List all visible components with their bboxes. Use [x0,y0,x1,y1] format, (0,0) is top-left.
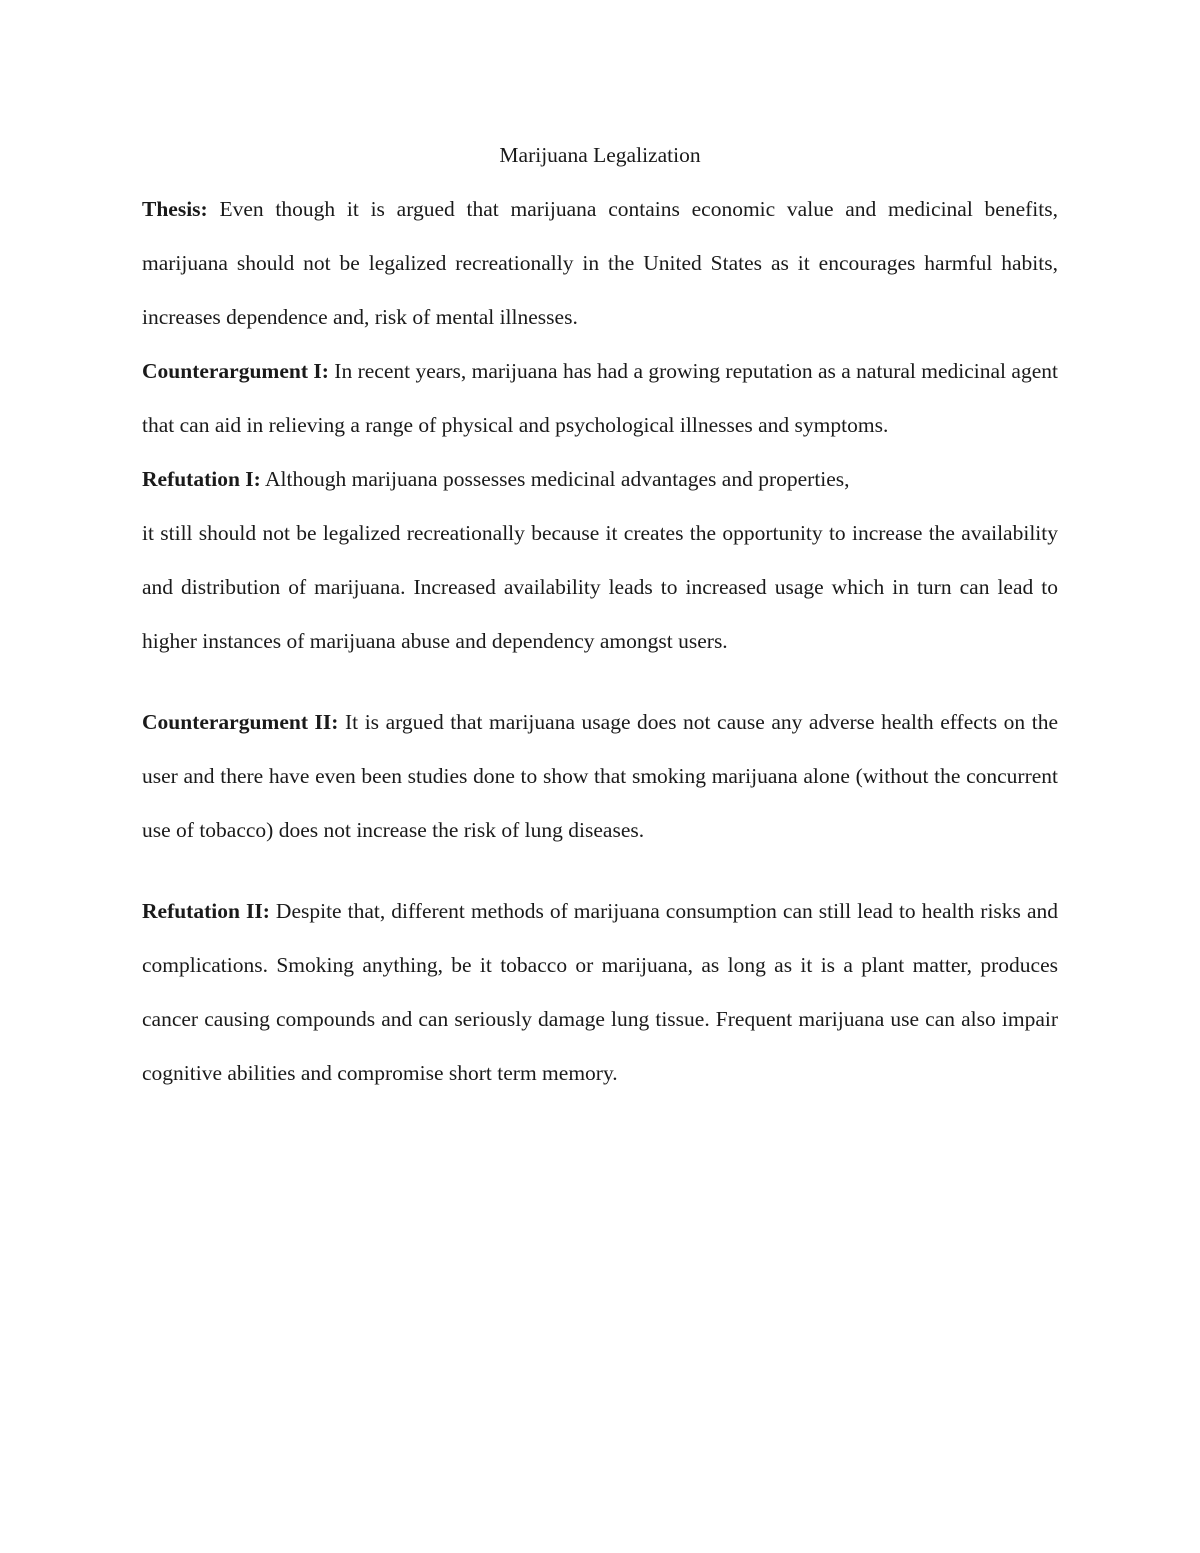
counterargument-1-label: Counterargument I: [142,359,329,383]
paragraph-gap [142,857,1058,884]
thesis-paragraph [142,182,1058,344]
counterargument-2-label: Counterargument II: [142,710,339,734]
document-title: Marijuana Legalization [499,143,701,167]
refutation-2-paragraph [142,884,1058,1100]
paragraph-gap [142,668,1058,695]
refutation-2-text: Despite that, different methods of marijuana consumption can still lead to health risks and complications. Smoking anything, be it tobacco or marijuana, as long as it is a plant matter, produces cancer causing compounds and can seriously damage lung tissue. Frequent marijuana use can also impair cognitive abilities and compromise short term memory. [142,899,1058,1085]
refutation-1-continuation: it still should not be legalized recreationally because it creates the opportunity to increase the availability and distribution of marijuana. Increased availability leads to increased usage which in turn can lead to higher instances of marijuana abuse and dependency amongst users. [142,521,1058,653]
refutation-1-label: Refutation I: [142,467,261,491]
thesis-label: Thesis: [142,197,208,221]
document-body [142,128,1058,1100]
counterargument-1-text: In recent years, marijuana has had a growing reputation as a natural medicinal agent that can aid in relieving a range of physical and psychological illnesses and symptoms. [142,359,1058,437]
counterargument-2-text: It is argued that marijuana usage does not cause any adverse health effects on the user and there have even been studies done to show that smoking marijuana alone (without the concurrent use of tobacco) does not increase the risk of lung diseases. [142,710,1058,842]
thesis-text: Even though it is argued that marijuana contains economic value and medicinal benefits, marijuana should not be legalized recreationally in the United States as it encourages harmful habits, increases dependence and, risk of mental illnesses. [142,197,1058,329]
refutation-2-label: Refutation II: [142,899,270,923]
refutation-1-paragraph [142,452,1058,506]
counterargument-2-paragraph [142,695,1058,857]
refutation-1-text-line1: Although marijuana possesses medicinal advantages and properties, [260,467,850,491]
counterargument-1-paragraph [142,344,1058,452]
